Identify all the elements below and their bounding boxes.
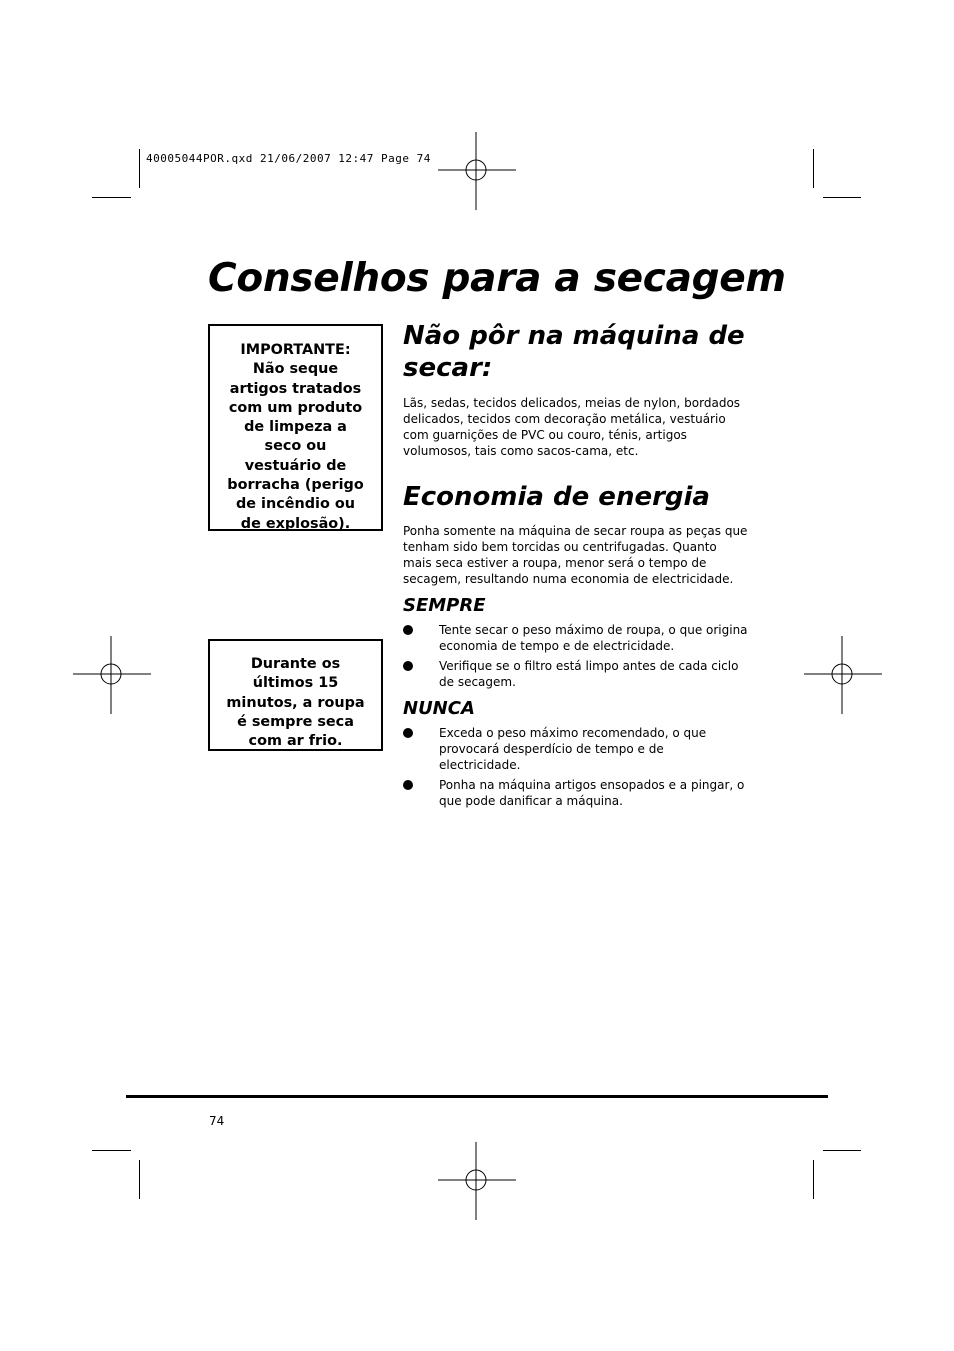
important-notice-text: IMPORTANTE: Não seque artigos tratados com um produto de limpeza a seco ou vestuário de borracha (perigo de incêndio ou de explosão).	[227, 342, 364, 532]
crop-mark	[139, 1160, 140, 1199]
crop-mark	[92, 197, 131, 198]
important-notice-box	[208, 324, 383, 531]
crop-mark	[139, 149, 140, 188]
bullet-icon	[403, 780, 413, 790]
bullet-icon	[403, 728, 413, 738]
economia-body: Ponha somente na máquina de secar roupa as peças que tenham sido bem torcidas ou centrifugadas. Quanto mais seca estiver a roupa, menor será o tempo de secagem, resultando numa economia de electricidade.	[403, 524, 748, 586]
sempre-item-1: Tente secar o peso máximo de roupa, o que origina economia de tempo e de electricidade.	[439, 623, 748, 653]
heading-economia: Economia de energia	[403, 482, 710, 512]
printer-slug: 40005044POR.qxd 21/06/2007 12:47 Page 74	[146, 152, 431, 165]
page-title: Conselhos para a secagem	[208, 256, 786, 301]
bullet-icon	[403, 625, 413, 635]
crop-mark	[92, 1150, 131, 1151]
cooling-notice-box	[208, 639, 383, 751]
registration-mark-icon	[804, 636, 882, 714]
nunca-item-2: Ponha na máquina artigos ensopados e a pingar, o que pode danificar a máquina.	[439, 778, 745, 808]
heading-sempre: SEMPRE	[403, 595, 486, 616]
list-item	[403, 777, 748, 809]
footer-rule	[126, 1095, 828, 1098]
registration-mark-icon	[438, 132, 516, 210]
crop-mark	[823, 1150, 861, 1151]
cooling-notice-text: Durante os últimos 15 minutos, a roupa é sempre seca com ar frio.	[226, 656, 365, 750]
page-number: 74	[209, 1114, 225, 1128]
heading-nunca: NUNCA	[403, 698, 475, 719]
heading-nao-por: Não pôr na máquina de secar:	[403, 321, 745, 383]
registration-mark-icon	[438, 1142, 516, 1220]
crop-mark	[823, 197, 861, 198]
crop-mark	[813, 1160, 814, 1199]
list-item	[403, 658, 748, 690]
bullet-icon	[403, 661, 413, 671]
list-item	[403, 622, 748, 654]
registration-mark-icon	[73, 636, 151, 714]
nunca-item-1: Exceda o peso máximo recomendado, o que provocará desperdício de tempo e de electricidade.	[439, 726, 707, 772]
nao-por-body: Lãs, sedas, tecidos delicados, meias de nylon, bordados delicados, tecidos com decoração metálica, vestuário com guarnições de PVC ou couro, ténis, artigos volumosos, tais como sacos-cama, etc.	[403, 396, 741, 458]
list-item	[403, 725, 748, 773]
crop-mark	[813, 149, 814, 188]
sempre-item-2: Verifique se o filtro está limpo antes de cada ciclo de secagem.	[439, 659, 739, 689]
